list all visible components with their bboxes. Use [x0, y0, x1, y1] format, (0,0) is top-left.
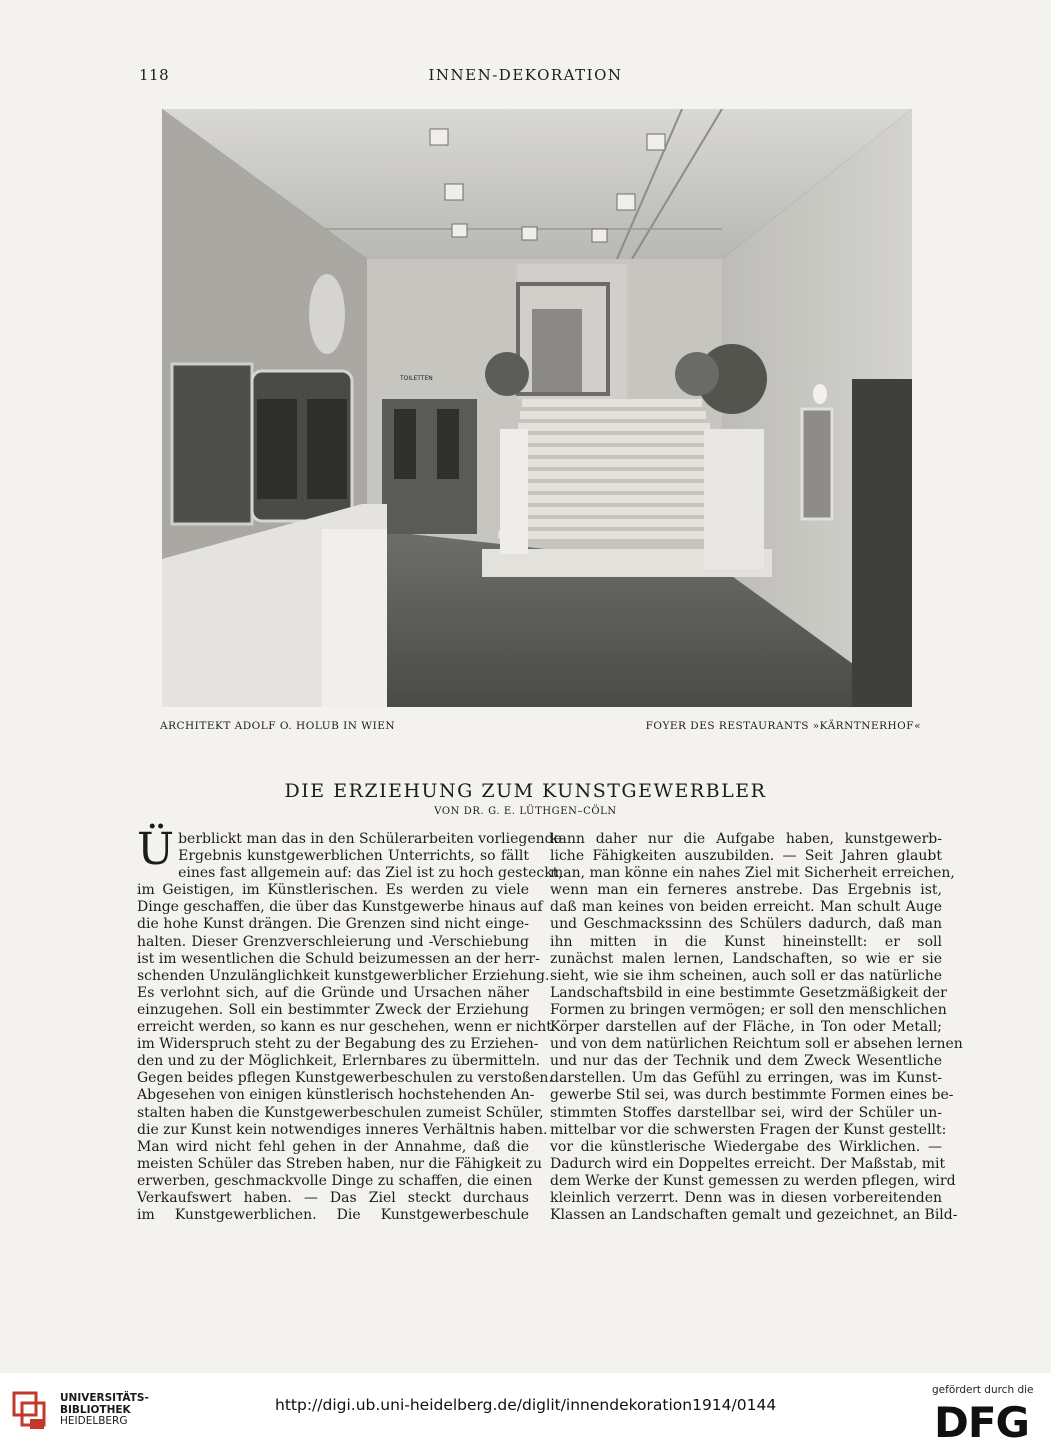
text-line: im Kunstgewerblichen. Die Kunstgewerbeschule [137, 1207, 529, 1224]
text-line: Ergebnis kunstgewerblichen Unterrichts, so fällt [178, 848, 529, 865]
article-title: DIE ERZIEHUNG ZUM KUNSTGEWERBLER [284, 780, 767, 802]
text-line: liche Fähigkeiten auszubilden. — Seit Jahren glaubt [550, 848, 942, 865]
drop-cap: Ü [137, 824, 175, 875]
caption-subject: FOYER DES RESTAURANTS »KÄRNTNERHOF« [645, 720, 921, 732]
text-line: ihn mitten in die Kunst hineinstellt: er soll [550, 933, 942, 950]
text-line: Man wird nicht fehl gehen in der Annahme, daß die [137, 1138, 529, 1155]
text-line: Formen zu bringen vermögen; er soll den menschlichen [550, 1001, 947, 1018]
library-line: HEIDELBERG [60, 1415, 128, 1427]
text-line: gewerbe Stil sei, was durch bestimmte Formen eines be- [550, 1087, 954, 1104]
text-line: und nur das der Technik und dem Zweck Wesentliche [550, 1053, 942, 1070]
text-line: vor die künstlerische Wiedergabe des Wirklichen. — [550, 1138, 942, 1155]
text-line: und von dem natürlichen Reichtum soll er absehen lernen [550, 1036, 963, 1053]
text-line: wenn man ein ferneres anstrebe. Das Ergebnis ist, [550, 882, 942, 899]
text-line: den und zu der Möglichkeit, Erlernbares zu übermitteln. [137, 1053, 541, 1070]
dfg-logo: DFG [934, 1398, 1030, 1447]
text-line: zunächst malen lernen, Landschaften, so wie er sie [550, 950, 942, 967]
text-line: Verkaufswert haben. — Das Ziel steckt durchaus [137, 1189, 529, 1206]
library-line: UNIVERSITÄTS- [60, 1392, 149, 1404]
text-line: berblickt man das in den Schülerarbeiten vorliegende [178, 831, 562, 847]
text-line: im Widerspruch steht zu der Begabung des zu Erziehen- [137, 1036, 539, 1053]
permalink[interactable]: http://digi.ub.uni-heidelberg.de/diglit/innendekoration1914/0144 [275, 1396, 777, 1414]
digitization-footer [0, 1373, 1051, 1454]
foyer-photograph [162, 109, 912, 707]
university-library-name [60, 1393, 149, 1428]
running-title: INNEN-DEKORATION [428, 66, 623, 84]
text-line: stalten haben die Kunstgewerbeschulen zumeist Schüler, [137, 1104, 544, 1121]
text-line: erwerben, geschmackvolle Dinge zu schaffen, die einen [137, 1172, 533, 1189]
text-line: ist im wesentlichen die Schuld beizumessen an der herr- [137, 950, 540, 967]
text-line: kleinlich verzerrt. Denn was in diesen vorbereitenden [550, 1189, 942, 1206]
text-line: die hohe Kunst drängen. Die Grenzen sind nicht einge- [137, 916, 529, 933]
text-line: Abgesehen von einigen künstlerisch hochstehenden An- [137, 1087, 535, 1104]
text-line: man, man könne ein nahes Ziel mit Sicherheit erreichen, [550, 865, 955, 882]
text-line: schenden Unzulänglichkeit kunstgewerblicher Erziehung. [137, 967, 550, 984]
text-line: Dadurch wird ein Doppeltes erreicht. Der Maßstab, mit [550, 1155, 946, 1172]
article-byline: VON DR. G. E. LÜTHGEN–CÖLN [434, 806, 617, 817]
university-library-logo-icon [10, 1389, 50, 1433]
page-number: 118 [139, 66, 170, 84]
text-line: daß man keines von beiden erreicht. Man schult Auge [550, 899, 942, 916]
toilet-sign: TOILETTEN [400, 375, 433, 382]
text-line: darstellen. Um das Gefühl zu erringen, was im Kunst- [550, 1070, 942, 1087]
text-line: Dinge geschaffen, die über das Kunstgewerbe hinaus auf [137, 899, 543, 916]
caption-architect: ARCHITEKT ADOLF O. HOLUB IN WIEN [160, 720, 396, 732]
text-line: erreicht werden, so kann es nur geschehen, wenn er nicht [137, 1019, 552, 1036]
text-line: Klassen an Landschaften gemalt und gezeichnet, an Bild- [550, 1207, 958, 1224]
text-line: dem Werke der Kunst gemessen zu werden pflegen, wird [550, 1172, 956, 1189]
text-line: die zur Kunst kein notwendiges inneres Verhältnis haben. [137, 1121, 548, 1138]
text-line: Landschaftsbild in eine bestimmte Gesetzmäßigkeit der [550, 984, 947, 1001]
text-line: sieht, wie sie ihm scheinen, auch soll er das natürliche [550, 967, 942, 984]
text-line: Es verlohnt sich, auf die Gründe und Ursachen näher [137, 984, 529, 1001]
right-column [550, 831, 963, 1224]
text-line: Körper darstellen auf der Fläche, in Ton oder Metall; [550, 1019, 942, 1036]
text-line: mittelbar vor die schwersten Fragen der Kunst gestellt: [550, 1121, 947, 1138]
text-line: im Geistigen, im Künstlerischen. Es werden zu viele [137, 882, 529, 899]
left-column [137, 824, 563, 1224]
text-line: halten. Dieser Grenzverschleierung und -Verschiebung [137, 933, 529, 950]
funded-by-label: gefördert durch die [932, 1384, 1034, 1396]
text-line: kann daher nur die Aufgabe haben, kunstgewerb- [550, 831, 942, 847]
text-line: meisten Schüler das Streben haben, nur die Fähigkeit zu [137, 1155, 542, 1172]
library-line: BIBLIOTHEK [60, 1403, 131, 1416]
text-line: stimmten Stoffes darstellbar sei, wird der Schüler un- [550, 1104, 942, 1121]
text-line: Gegen beides pflegen Kunstgewerbeschulen zu verstoßen. [137, 1070, 553, 1087]
text-line: einzugehen. Soll ein bestimmter Zweck der Erziehung [137, 1001, 529, 1018]
text-line: eines fast allgemein auf: das Ziel ist zu hoch gesteckt, [178, 865, 563, 882]
text-line: und Geschmackssinn des Schülers dadurch, daß man [550, 916, 942, 933]
